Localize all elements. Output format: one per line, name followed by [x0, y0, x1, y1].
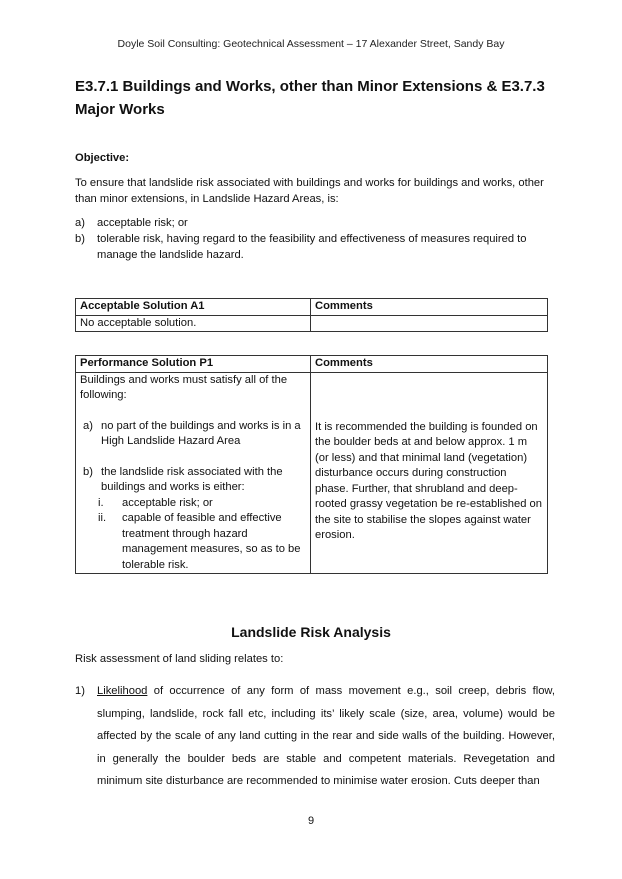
list-marker: a)	[75, 217, 85, 229]
list-item	[80, 496, 306, 512]
table-cell	[76, 372, 311, 574]
objective-list	[75, 215, 555, 263]
list-item-body: of occurrence of any form of mass movement e.g., soil creep, debris flow, slumping, landslide, rock fall etc, including its’ likely scale (size, area, volume) would be affected by the scale of any land cutting in the rear and side walls of the building. However, in generally the boulder beds are stable and competent materials. Revegetation and minimum site disturbance are recommended to minimise water erosion. Cuts deeper than	[97, 685, 555, 787]
objective-text: To ensure that landslide risk associated with buildings and works for buildings and works, other than minor extensions, in Landslide Hazard Areas, is:	[75, 177, 544, 205]
list-marker: b)	[75, 233, 85, 245]
running-header: Doyle Soil Consulting: Geotechnical Assessment – 17 Alexander Street, Sandy Bay	[117, 38, 505, 50]
list-item-text: acceptable risk; or	[97, 217, 188, 229]
performance-solution-table	[75, 355, 548, 574]
objective-label: Objective:	[75, 152, 130, 164]
performance-intro: Buildings and works must satisfy all of the following:	[80, 373, 288, 401]
list-item-text	[97, 680, 555, 793]
list-marker: 1)	[75, 685, 85, 697]
list-item-text: tolerable risk, having regard to the feasibility and effectiveness of measures required to manage the landslide hazard.	[97, 233, 527, 261]
list-item	[75, 680, 555, 793]
list-marker: a)	[83, 419, 93, 432]
list-item	[80, 511, 306, 573]
list-item-text: no part of the buildings and works is in a High Landslide Hazard Area	[101, 419, 301, 447]
list-marker: ii.	[98, 512, 107, 524]
section-intro: Risk assessment of land sliding relates to:	[75, 653, 284, 665]
list-item-text: the landslide risk associated with the buildings and works is either:	[101, 465, 283, 493]
list-item	[80, 465, 306, 496]
table-cell: No acceptable solution.	[76, 315, 311, 332]
table-row	[76, 315, 548, 332]
table-header-row	[76, 356, 548, 373]
list-item-text: acceptable risk; or	[122, 496, 213, 509]
list-marker: b)	[83, 465, 93, 478]
table-header-cell: Comments	[311, 299, 548, 316]
likelihood-term: Likelihood	[97, 685, 148, 697]
comment-text: It is recommended the building is founded on the boulder beds at and below approx. 1 m (or less) and that minimal land (vegetation) disturbance occurs during construction phase. Further, that shrubland and deep-rooted grassy vegetation be re-established on the site to stabilise the slopes against water erosion.	[315, 420, 543, 541]
list-marker: i.	[98, 496, 104, 509]
section-heading: E3.7.1 Buildings and Works, other than Minor Extensions & E3.7.3 Major Works	[75, 78, 545, 118]
table-row	[76, 372, 548, 574]
table-header-row	[76, 299, 548, 316]
numbered-list	[75, 680, 555, 793]
section-title: Landslide Risk Analysis	[231, 624, 391, 640]
acceptable-solution-table	[75, 298, 548, 332]
list-item	[80, 419, 306, 450]
list-item-text: capable of feasible and effective treatment through hazard management measures, so as to be tolerable risk.	[122, 512, 301, 571]
list-item	[75, 231, 555, 263]
list-item	[75, 215, 555, 231]
table-header-cell: Performance Solution P1	[76, 356, 311, 373]
table-header-cell: Acceptable Solution A1	[76, 299, 311, 316]
table-cell	[311, 372, 548, 574]
page-number: 9	[307, 815, 315, 827]
table-cell	[311, 315, 548, 332]
table-header-cell: Comments	[311, 356, 548, 373]
